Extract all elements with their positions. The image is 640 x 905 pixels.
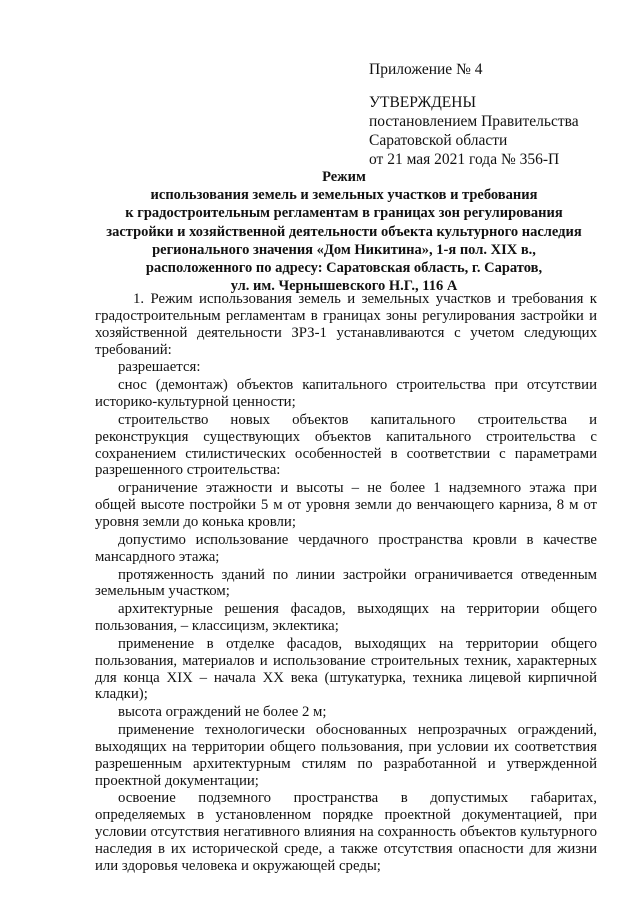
paragraph: снос (демонтаж) объектов капитального строительства при отсутствии историко-культурной ценности; bbox=[95, 377, 597, 411]
document-body bbox=[95, 291, 597, 876]
paragraph: строительство новых объектов капитального строительства и реконструкция существующих объектов капитального строительства с сохранением стилистических особенностей в соответствии с параметрами разрешенного строительства: bbox=[95, 411, 597, 479]
paragraph: освоение подземного пространства в допустимых габаритах, определяемых в установленном порядке проектной документацией, при условии отсутствия негативного влияния на сохранность объектов культурного наследия в их исторической среде, а также отсутствия опасности для жизни или здоровья человека и окружающей среды; bbox=[95, 790, 597, 874]
paragraph: разрешается: bbox=[118, 359, 201, 376]
title-line: расположенного по адресу: Саратовская область, г. Саратов, bbox=[145, 260, 543, 277]
approval-line-3: от 21 мая 2021 года № 356-П bbox=[369, 151, 560, 168]
paragraph: архитектурные решения фасадов, выходящих на территории общего пользования, – классицизм, эклектика; bbox=[95, 601, 597, 635]
paragraph: допустимо использование чердачного пространства кровли в качестве мансардного этажа; bbox=[95, 531, 597, 565]
appendix-block bbox=[369, 60, 619, 169]
paragraph: 1. Режим использования земель и земельных участков и требования к градостроительным регламентам в границах зоны регулирования застройки и хозяйственной деятельности ЗРЗ-1 устанавливаются с учетом следующих требований: bbox=[95, 291, 597, 358]
approval-stamp: УТВЕРЖДЕНЫ bbox=[369, 94, 476, 111]
paragraph: ограничение этажности и высоты – не более 1 надземного этажа при общей высоте постройки 5 м от уровня земли до венчающего карниза, 8 м от уровня земли до конька кровли; bbox=[95, 480, 597, 530]
title-line: ул. им. Чернышевского Н.Г., 116 А bbox=[230, 278, 458, 295]
title-line: регионального значения «Дом Никитина», 1-я пол. XIX в., bbox=[152, 241, 536, 258]
title-line: использования земель и земельных участков и требования bbox=[150, 187, 538, 204]
document-title bbox=[94, 168, 594, 295]
appendix-number: Приложение № 4 bbox=[369, 61, 483, 78]
paragraph: применение в отделке фасадов, выходящих на территории общего пользования, материалов и использование строительных техник, характерных для конца XIX – начала XX века (штукатурка, техника лицевой кирпичной кладки); bbox=[95, 635, 597, 703]
title-line: застройки и хозяйственной деятельности объекта культурного наследия bbox=[106, 223, 582, 240]
paragraph: протяженность зданий по линии застройки ограничивается отведенным земельным участком; bbox=[95, 566, 597, 600]
paragraph: высота ограждений не более 2 м; bbox=[118, 704, 327, 721]
title-main: Режим bbox=[322, 169, 366, 185]
approval-line-2: Саратовской области bbox=[369, 132, 508, 149]
title-line: к градостроительным регламентам в границах зон регулирования bbox=[125, 205, 563, 222]
paragraph: применение технологически обоснованных непрозрачных ограждений, выходящих на территории общего пользования, при условии их соответствия разрешенным архитектурным стилям по разработанной и утвержденной проектной документации; bbox=[95, 722, 597, 789]
approval-line-1: постановлением Правительства bbox=[369, 113, 579, 130]
